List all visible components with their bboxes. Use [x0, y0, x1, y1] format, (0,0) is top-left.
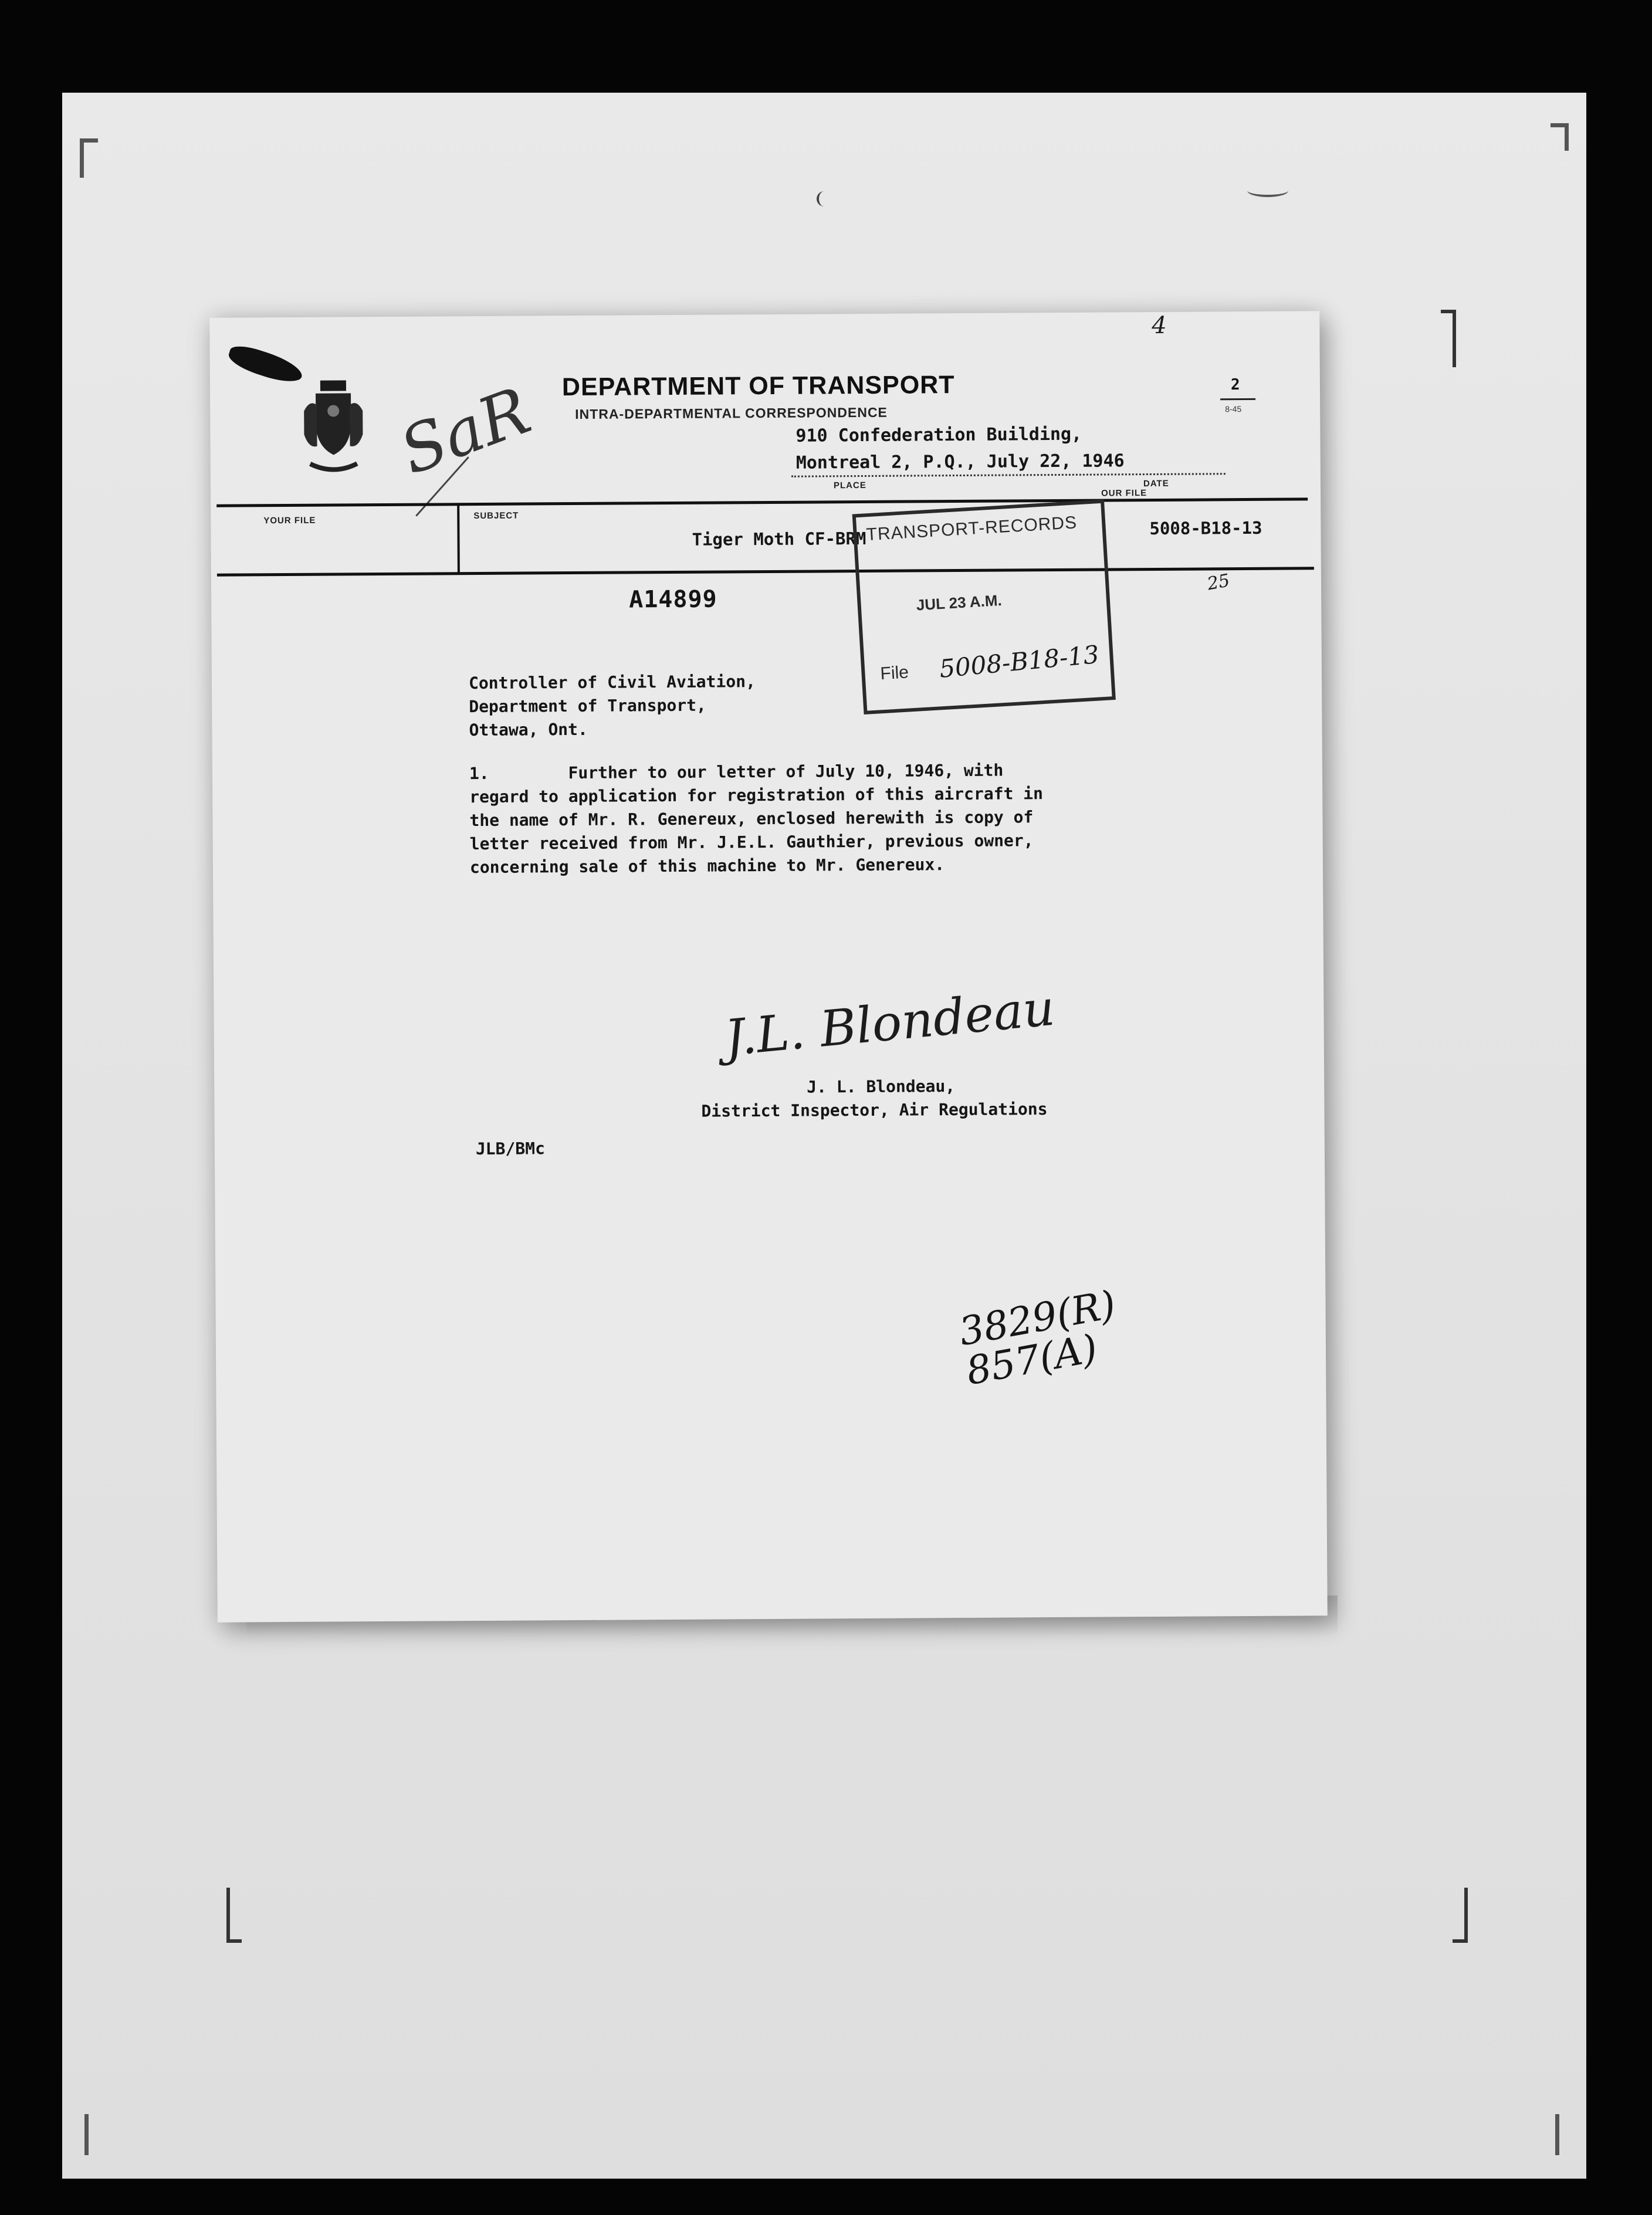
corner-mark-bottom-left [84, 2114, 109, 2155]
pencil-mark: 4 [1152, 311, 1167, 339]
frame-mark-bottom-left [226, 1888, 242, 1943]
subject-text: Tiger Moth CF-BRM [692, 528, 866, 550]
place-date-line: Montreal 2, P.Q., July 22, 1946 [795, 451, 1125, 473]
corner-mark-bottom-right [1535, 2114, 1559, 2155]
addressee: Controller of Civil Aviation, Department of Transport, Ottawa, Ont. [468, 672, 756, 740]
reference-initials: JLB/BMc [475, 1139, 546, 1159]
frame-mark-top-right [1441, 310, 1456, 367]
stamp-title: TRANSPORT-RECORDS [865, 513, 1078, 545]
your-file-label: YOUR FILE [263, 515, 316, 526]
handwritten-initials [390, 368, 540, 521]
edge-mark [817, 191, 832, 206]
form-number: 2 [1230, 376, 1240, 394]
edge-mark [1247, 184, 1288, 197]
coat-of-arms-icon [298, 375, 369, 476]
frame-mark-bottom-right [1453, 1888, 1468, 1943]
department-title: DEPARTMENT OF TRANSPORT [561, 371, 955, 402]
our-file-number: 5008-B18-13 [1149, 517, 1262, 539]
place-date-rule [791, 473, 1226, 477]
stamp-file-number: 5008-B18-13 [938, 639, 1101, 684]
our-file-label: OUR FILE [1101, 488, 1147, 499]
records-stamp [852, 499, 1116, 714]
memo-sheet [209, 311, 1328, 1623]
form-number-rule [1220, 398, 1255, 400]
stamp-date: JUL 23 A.M. [915, 591, 1003, 614]
date-label: DATE [1143, 478, 1169, 489]
stamp-file-label: File [879, 662, 909, 684]
place-label: PLACE [833, 480, 866, 491]
corner-mark-top-left [80, 138, 98, 178]
subject-label: SUBJECT [473, 510, 519, 521]
svg-text:SaR: SaR [390, 372, 540, 489]
form-code: 8-45 [1225, 404, 1242, 414]
signature: J.L. Blondeau [722, 978, 1057, 1067]
header-rule-top [216, 497, 1308, 507]
header-rule-bottom [217, 567, 1314, 576]
signer-name: J. L. Blondeau, [807, 1076, 956, 1097]
ink-blot [226, 341, 306, 387]
correspondence-subtitle: INTRA-DEPARTMENTAL CORRESPONDENCE [575, 404, 888, 422]
address-line: 910 Confederation Building, [795, 424, 1082, 446]
letter-paragraph: 1. Further to our letter of July 10, 1946, with regard to application for registration of this aircraft in the name of Mr. R. Genereux, enclosed herewith is copy of letter received from Mr. J.E.L. Gauthier, previous owner, concerning sale of this machine to Mr. Genereux. [469, 760, 1044, 878]
corner-mark-top-right [1551, 123, 1569, 151]
signer-title: District Inspector, Air Regulations [701, 1099, 1048, 1121]
accession-number: A14899 [629, 585, 717, 614]
handwritten-codes: 3829(R) 857(A) [955, 1282, 1119, 1394]
pencil-mark: 25 [1206, 570, 1232, 595]
header-divider [457, 504, 460, 573]
